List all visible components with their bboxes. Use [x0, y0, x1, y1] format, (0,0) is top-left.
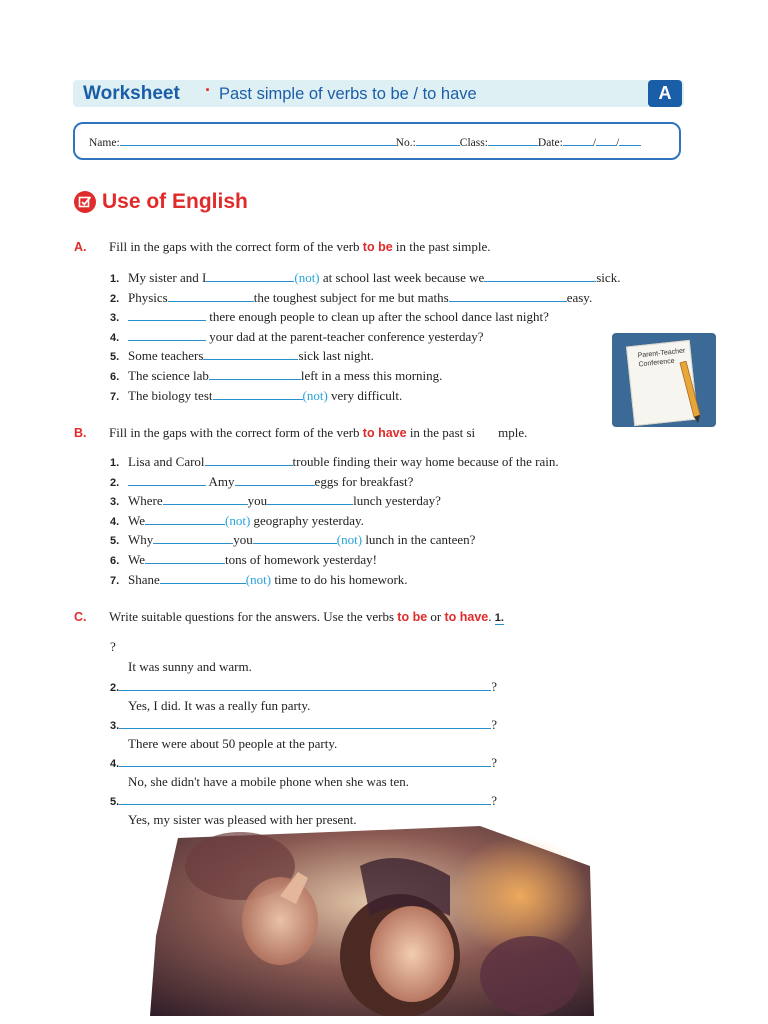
question-number: 4.	[110, 758, 120, 770]
question-mark: ?	[110, 639, 116, 654]
number-field[interactable]	[416, 134, 460, 146]
exercise-letter: B.	[74, 426, 87, 440]
list-item	[110, 454, 559, 474]
section-title: Use of English	[102, 190, 248, 213]
list-item	[110, 552, 559, 572]
item-text: Shane	[128, 571, 160, 587]
answer-text: It was sunny and warm.	[128, 659, 252, 674]
list-item	[110, 532, 559, 552]
instruction-text: or	[427, 609, 445, 624]
worksheet-subtitle: Past simple of verbs to be / to have	[219, 85, 477, 103]
item-text: The science lab	[128, 367, 209, 383]
list-item	[110, 474, 559, 494]
item-text: My sister and I	[128, 270, 207, 285]
item-text: time to do his homework.	[271, 571, 408, 587]
gap-field[interactable]	[145, 552, 225, 564]
item-text: eggs for breakfast?	[314, 473, 414, 489]
exercise-b-instruction	[74, 425, 527, 441]
item-text: you	[247, 493, 268, 509]
class-field[interactable]	[488, 134, 538, 146]
gap-field[interactable]	[128, 329, 206, 341]
worksheet-header	[73, 80, 684, 107]
question-number: 3.	[110, 720, 120, 732]
exercise-c-instruction	[74, 609, 504, 625]
instruction-text: mple.	[498, 425, 528, 440]
pencil-icon	[674, 361, 704, 425]
item-number: 3.	[110, 496, 120, 509]
list-item	[110, 348, 620, 368]
answer-text: Yes, I did. It was a really fun party.	[128, 698, 311, 713]
gap-field[interactable]	[203, 348, 298, 360]
item-text: geography yesterday.	[250, 512, 364, 528]
not-hint: (not)	[336, 532, 363, 548]
item-text: tons of homework yesterday!	[225, 551, 377, 567]
item-number: 3.	[110, 312, 120, 325]
item-text: left in a mess this morning.	[300, 367, 443, 383]
question-mark: ?	[491, 755, 497, 770]
date-year-field[interactable]	[619, 134, 641, 146]
checkbox-icon	[74, 191, 96, 213]
item-text: Amy	[206, 473, 235, 489]
item-text: Physics	[128, 289, 168, 305]
item-number: 5.	[110, 351, 120, 364]
list-item	[110, 572, 559, 592]
instruction-text: Fill in the gaps with the correct form of the verb	[109, 239, 363, 254]
exercise-b-list	[110, 454, 559, 591]
gap-field[interactable]	[145, 513, 225, 525]
verb-highlight: to be	[362, 240, 393, 254]
gap-field[interactable]	[168, 290, 254, 302]
item-text: lunch yesterday?	[353, 493, 441, 509]
number-label: No.:	[395, 137, 416, 149]
notepad-text: Parent-Teacher Conference	[637, 347, 686, 369]
item-text: sick.	[596, 270, 621, 285]
question-row	[110, 679, 497, 695]
gap-field[interactable]	[163, 493, 248, 505]
exercise-a-instruction	[74, 239, 491, 255]
date-label: Date:	[537, 137, 563, 149]
item-text: We	[128, 551, 145, 567]
answer-text: No, she didn't have a mobile phone when she was ten.	[128, 774, 410, 789]
list-item	[110, 290, 620, 310]
gap-field[interactable]	[484, 270, 596, 282]
item-number: 1.	[110, 457, 120, 469]
gap-field[interactable]	[267, 493, 353, 505]
student-info-box	[73, 122, 681, 160]
gap-field[interactable]	[449, 290, 567, 302]
parent-teacher-conference-image	[612, 333, 716, 427]
question-number: 5.	[110, 796, 120, 808]
answer-text: There were about 50 people at the party.	[128, 736, 338, 751]
question-field[interactable]	[119, 755, 491, 767]
item-number: 7.	[110, 574, 120, 587]
item-text: The biology test	[128, 387, 213, 403]
instruction-text: in the past si	[406, 425, 476, 440]
worksheet-title: Worksheet	[83, 83, 180, 104]
list-item	[110, 368, 620, 388]
gap-field[interactable]	[153, 532, 233, 544]
instruction-text: Write suitable questions for the answers. Use the verbs	[109, 609, 398, 624]
item-text: your dad at the parent-teacher conference yesterday?	[206, 328, 484, 344]
item-number: 2.	[110, 476, 120, 489]
item-text: Lisa and Carol	[128, 454, 205, 469]
title-separator: ·	[205, 80, 211, 100]
gap-field[interactable]	[213, 388, 303, 400]
item-text: Where	[128, 493, 163, 509]
date-slash: /	[592, 137, 597, 149]
verb-highlight: to have	[362, 426, 407, 440]
name-field[interactable]	[120, 134, 396, 146]
gap-field[interactable]	[205, 454, 293, 466]
list-item	[110, 493, 559, 513]
item-text: Some teachers	[128, 348, 204, 364]
list-item	[110, 513, 559, 533]
item-text: We	[128, 512, 145, 528]
verb-highlight: to be	[397, 610, 428, 624]
item-number: 6.	[110, 554, 120, 567]
class-label: Class:	[459, 137, 488, 149]
question-field[interactable]	[119, 679, 491, 691]
gap-field[interactable]	[206, 270, 294, 282]
item-text: the toughest subject for me but maths	[253, 289, 449, 305]
answer-text: Yes, my sister was pleased with her present.	[128, 812, 357, 827]
item-number: 7.	[110, 390, 120, 403]
date-slash: /	[616, 137, 620, 149]
gap-field[interactable]	[160, 572, 246, 584]
name-label: Name:	[89, 137, 120, 149]
list-item	[110, 388, 620, 408]
item-text: lunch in the canteen?	[362, 532, 476, 548]
list-item	[110, 309, 620, 329]
instruction-text: .	[488, 609, 495, 624]
item-text: easy.	[566, 289, 593, 305]
list-item	[110, 270, 620, 290]
item-text: very difficult.	[327, 387, 403, 403]
gap-field[interactable]	[128, 474, 206, 486]
not-hint: (not)	[302, 387, 328, 403]
question-field[interactable]	[119, 717, 491, 729]
party-photo	[150, 826, 594, 1016]
not-hint: (not)	[294, 270, 320, 285]
gap-field[interactable]	[253, 532, 337, 544]
exercise-letter: C.	[74, 610, 87, 624]
list-item	[110, 329, 620, 349]
question-field[interactable]	[119, 793, 491, 805]
question-mark: ?	[491, 679, 497, 694]
gap-field[interactable]	[209, 368, 301, 380]
item-text: Why	[128, 532, 154, 548]
question-row	[110, 717, 497, 733]
not-hint: (not)	[225, 512, 251, 528]
level-badge: A	[648, 80, 682, 107]
question-row	[110, 793, 497, 809]
item-number: 2.	[110, 292, 120, 305]
question-mark: ?	[491, 717, 497, 732]
gap-field[interactable]	[128, 309, 206, 321]
question-mark: ?	[491, 793, 497, 808]
verb-highlight: to have	[444, 610, 489, 624]
item-text: trouble finding their way home because of the rain.	[292, 454, 559, 469]
exercise-letter: A.	[74, 240, 87, 254]
gap-field[interactable]	[235, 474, 315, 486]
instruction-text: Fill in the gaps with the correct form of the verb	[109, 425, 363, 440]
item-number: 4.	[110, 331, 120, 344]
question-number: 2.	[110, 682, 120, 694]
item-number: 4.	[110, 515, 120, 528]
section-heading	[74, 190, 248, 214]
item-text: at school last week because we	[319, 270, 485, 285]
not-hint: (not)	[245, 571, 272, 587]
item-number: 1.	[110, 273, 120, 285]
item-number: 6.	[110, 370, 120, 383]
question-row	[110, 755, 497, 771]
date-day-field[interactable]	[563, 134, 593, 146]
date-month-field[interactable]	[596, 134, 616, 146]
instruction-text: in the past simple.	[392, 239, 491, 254]
question-number: 1.	[494, 612, 504, 624]
item-text: you	[233, 532, 253, 548]
item-text: sick last night.	[298, 348, 374, 364]
exercise-a-list	[110, 270, 620, 407]
item-number: 5.	[110, 535, 120, 548]
item-text: there enough people to clean up after the school dance last night?	[206, 309, 549, 325]
